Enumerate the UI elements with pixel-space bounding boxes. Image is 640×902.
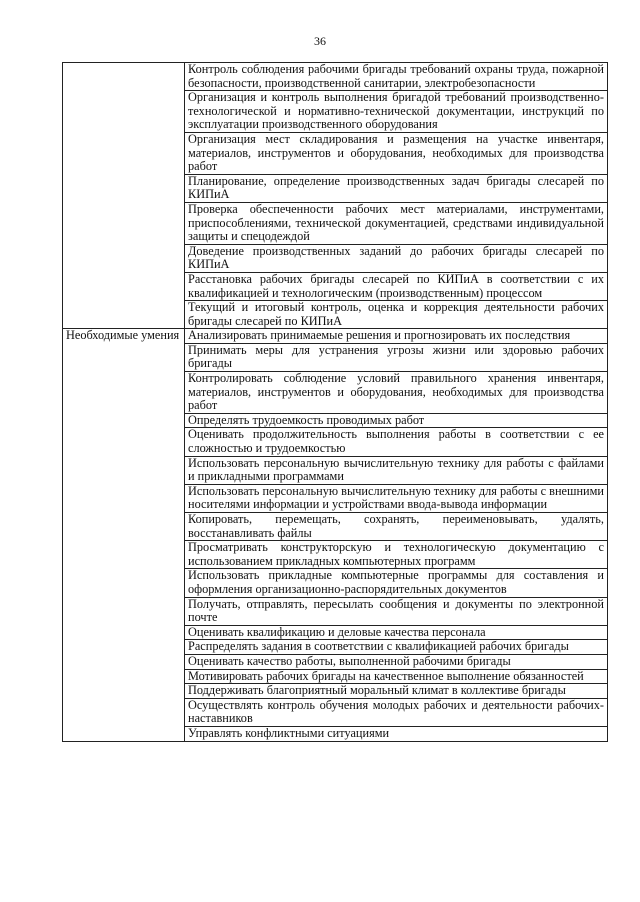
requirement-text: Анализировать принимаемые решения и прогнозировать их последствия — [185, 329, 608, 344]
requirement-text: Доведение производственных заданий до рабочих бригады слесарей по КИПиА — [185, 244, 608, 272]
requirement-text: Организация и контроль выполнения бригадой требований производственно-технологической и нормативно-технической документации, инструкций по эксплуатации производственного оборудования — [185, 91, 608, 133]
requirement-text: Расстановка рабочих бригады слесарей по КИПиА в соответствии с их квалификацией и технологическим (производственным) процессом — [185, 272, 608, 300]
table-row — [63, 329, 608, 344]
requirement-text: Оценивать продолжительность выполнения работы в соответствии с ее сложностью и трудоемкостью — [185, 428, 608, 456]
requirement-text: Поддерживать благоприятный моральный климат в коллективе бригады — [185, 684, 608, 699]
requirement-text: Оценивать качество работы, выполненной рабочими бригады — [185, 654, 608, 669]
page-number: 36 — [314, 34, 326, 48]
requirement-text: Копировать, перемещать, сохранять, переименовывать, удалять, восстанавливать файлы — [185, 513, 608, 541]
requirement-text: Распределять задания в соответствии с квалификацией рабочих бригады — [185, 640, 608, 655]
requirement-text: Использовать прикладные компьютерные программы для составления и оформления организационно-распорядительных документов — [185, 569, 608, 597]
table-row — [63, 63, 608, 91]
requirement-text: Принимать меры для устранения угрозы жизни или здоровью рабочих бригады — [185, 343, 608, 371]
requirement-text: Организация мест складирования и размещения на участке инвентаря, материалов, инструментов и оборудования, необходимых для производства работ — [185, 132, 608, 174]
table-body — [63, 63, 608, 742]
requirement-text: Управлять конфликтными ситуациями — [185, 726, 608, 741]
requirement-text: Получать, отправлять, пересылать сообщения и документы по электронной почте — [185, 597, 608, 625]
requirement-text: Определять трудоемкость проводимых работ — [185, 413, 608, 428]
row-group-label: Необходимые умения — [63, 329, 185, 741]
competency-table — [62, 62, 608, 742]
requirement-text: Использовать персональную вычислительную технику для работы с файлами и прикладными программами — [185, 456, 608, 484]
requirement-text: Оценивать квалификацию и деловые качества персонала — [185, 625, 608, 640]
requirement-text: Использовать персональную вычислительную технику для работы с внешними носителями информации и устройствами ввода-вывода информации — [185, 484, 608, 512]
requirement-text: Осуществлять контроль обучения молодых рабочих и деятельности рабочих-наставников — [185, 698, 608, 726]
requirement-text: Контролировать соблюдение условий правильного хранения инвентаря, материалов, инструментов и оборудования, необходимых для производства работ — [185, 372, 608, 414]
row-group-label — [63, 63, 185, 329]
requirement-text: Планирование, определение производственных задач бригады слесарей по КИПиА — [185, 174, 608, 202]
requirement-text: Проверка обеспеченности рабочих мест материалами, инструментами, приспособлениями, технической документацией, средствами индивидуальной защиты и спецодеждой — [185, 202, 608, 244]
requirement-text: Текущий и итоговый контроль, оценка и коррекция деятельности рабочих бригады слесарей по КИПиА — [185, 301, 608, 329]
requirement-text: Контроль соблюдения рабочими бригады требований охраны труда, пожарной безопасности, производственной санитарии, электробезопасности — [185, 63, 608, 91]
requirement-text: Мотивировать рабочих бригады на качественное выполнение обязанностей — [185, 669, 608, 684]
requirement-text: Просматривать конструкторскую и технологическую документацию с использованием прикладных компьютерных программ — [185, 541, 608, 569]
